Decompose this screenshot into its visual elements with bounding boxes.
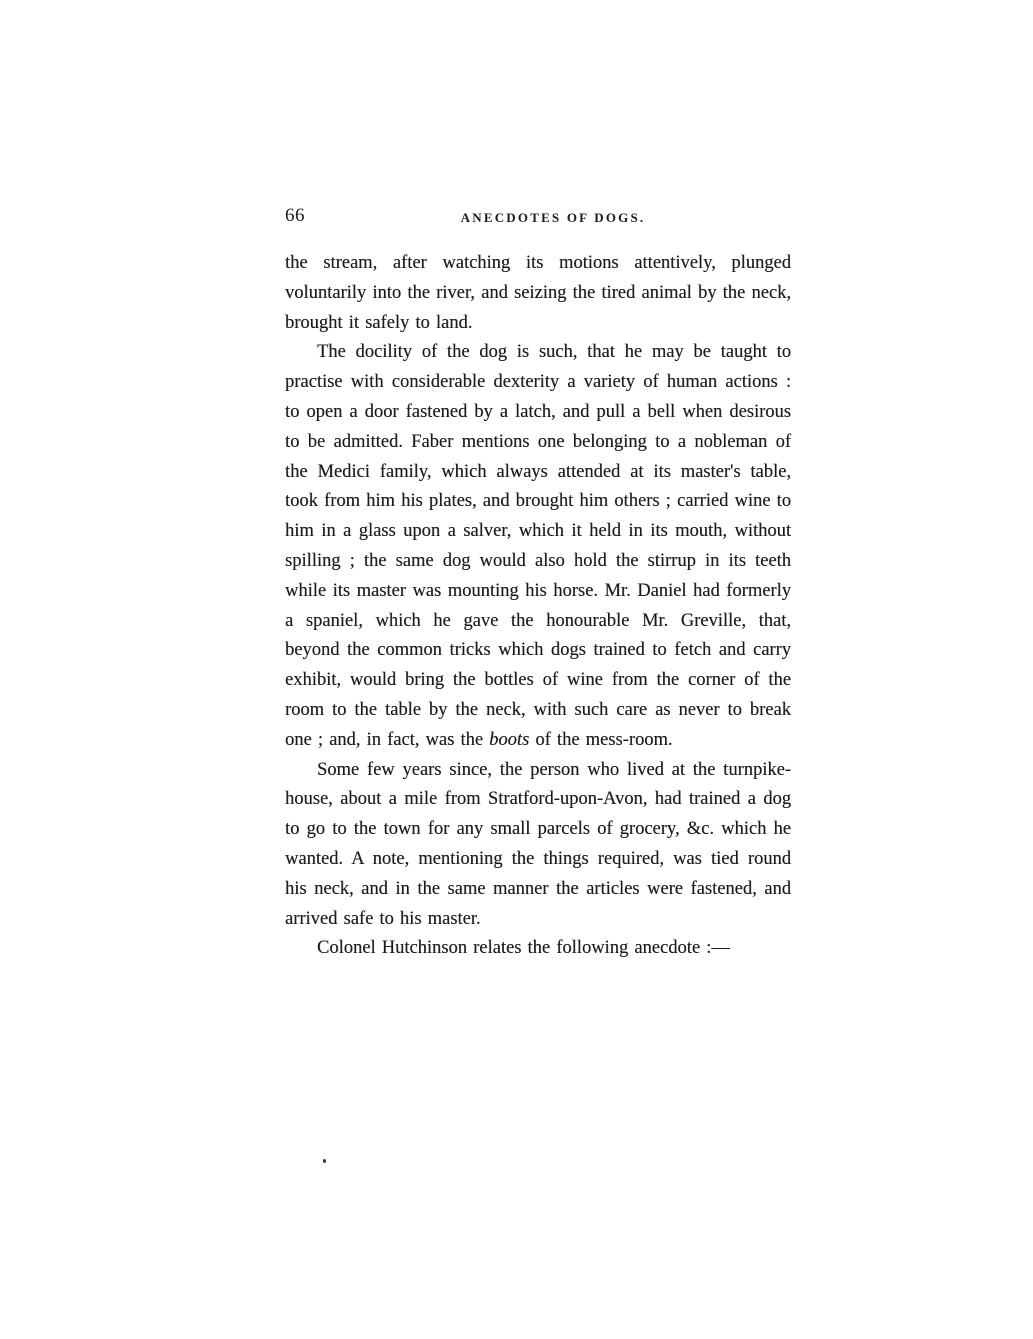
text-run: of the mess-room. (529, 729, 673, 750)
text-run-italic: boots (489, 729, 530, 750)
text-run: the stream, after watching its motions attentively, plunged voluntarily into the river, and seizing the tired animal by the neck, brought it safely to land. (285, 253, 791, 333)
text-run: The docility of the dog is such, that he may be taught to practise with considerable dexterity a variety of human actions : to open a door fastened by a latch, and pull a bell when desirous to be admitted. Faber mentions one belonging to a nobleman of the Medici family, which always attended at its master's table, took from him his plates, and brought him others ; carried wine to him in a glass upon a salver, which it held in its mouth, without spilling ; the same dog would also hold the stirrup in its teeth while its master was mounting his horse. Mr. Daniel had formerly a spaniel, which he gave the honourable Mr. Greville, that, beyond the common tricks which dogs trained to fetch and carry exhibit, would bring the bottles of wine from the corner of the room to the table by the neck, with such care as never to break one ; and, in fact, was the (285, 342, 791, 750)
page-header (285, 203, 791, 241)
page-number: 66 (285, 205, 305, 226)
text-run: Some few years since, the person who lived at the turnpike-house, about a mile from Stratford-upon-Avon, had trained a dog to go to the town for any small parcels of grocery, &c. which he wanted. A note, mentioning the things required, was tied round his neck, and in the same manner the articles were fastened, and arrived safe to his master. (285, 759, 791, 929)
paragraph-2 (285, 338, 791, 755)
paragraph-3 (285, 756, 791, 935)
text-run: Colonel Hutchinson relates the following anecdote :— (317, 938, 730, 959)
paragraph-4 (285, 934, 791, 964)
paragraph-1 (285, 249, 791, 338)
book-page (285, 203, 791, 964)
running-header: ANECDOTES OF DOGS. (460, 210, 646, 225)
page-body (285, 249, 791, 964)
ink-speck (323, 1159, 326, 1163)
